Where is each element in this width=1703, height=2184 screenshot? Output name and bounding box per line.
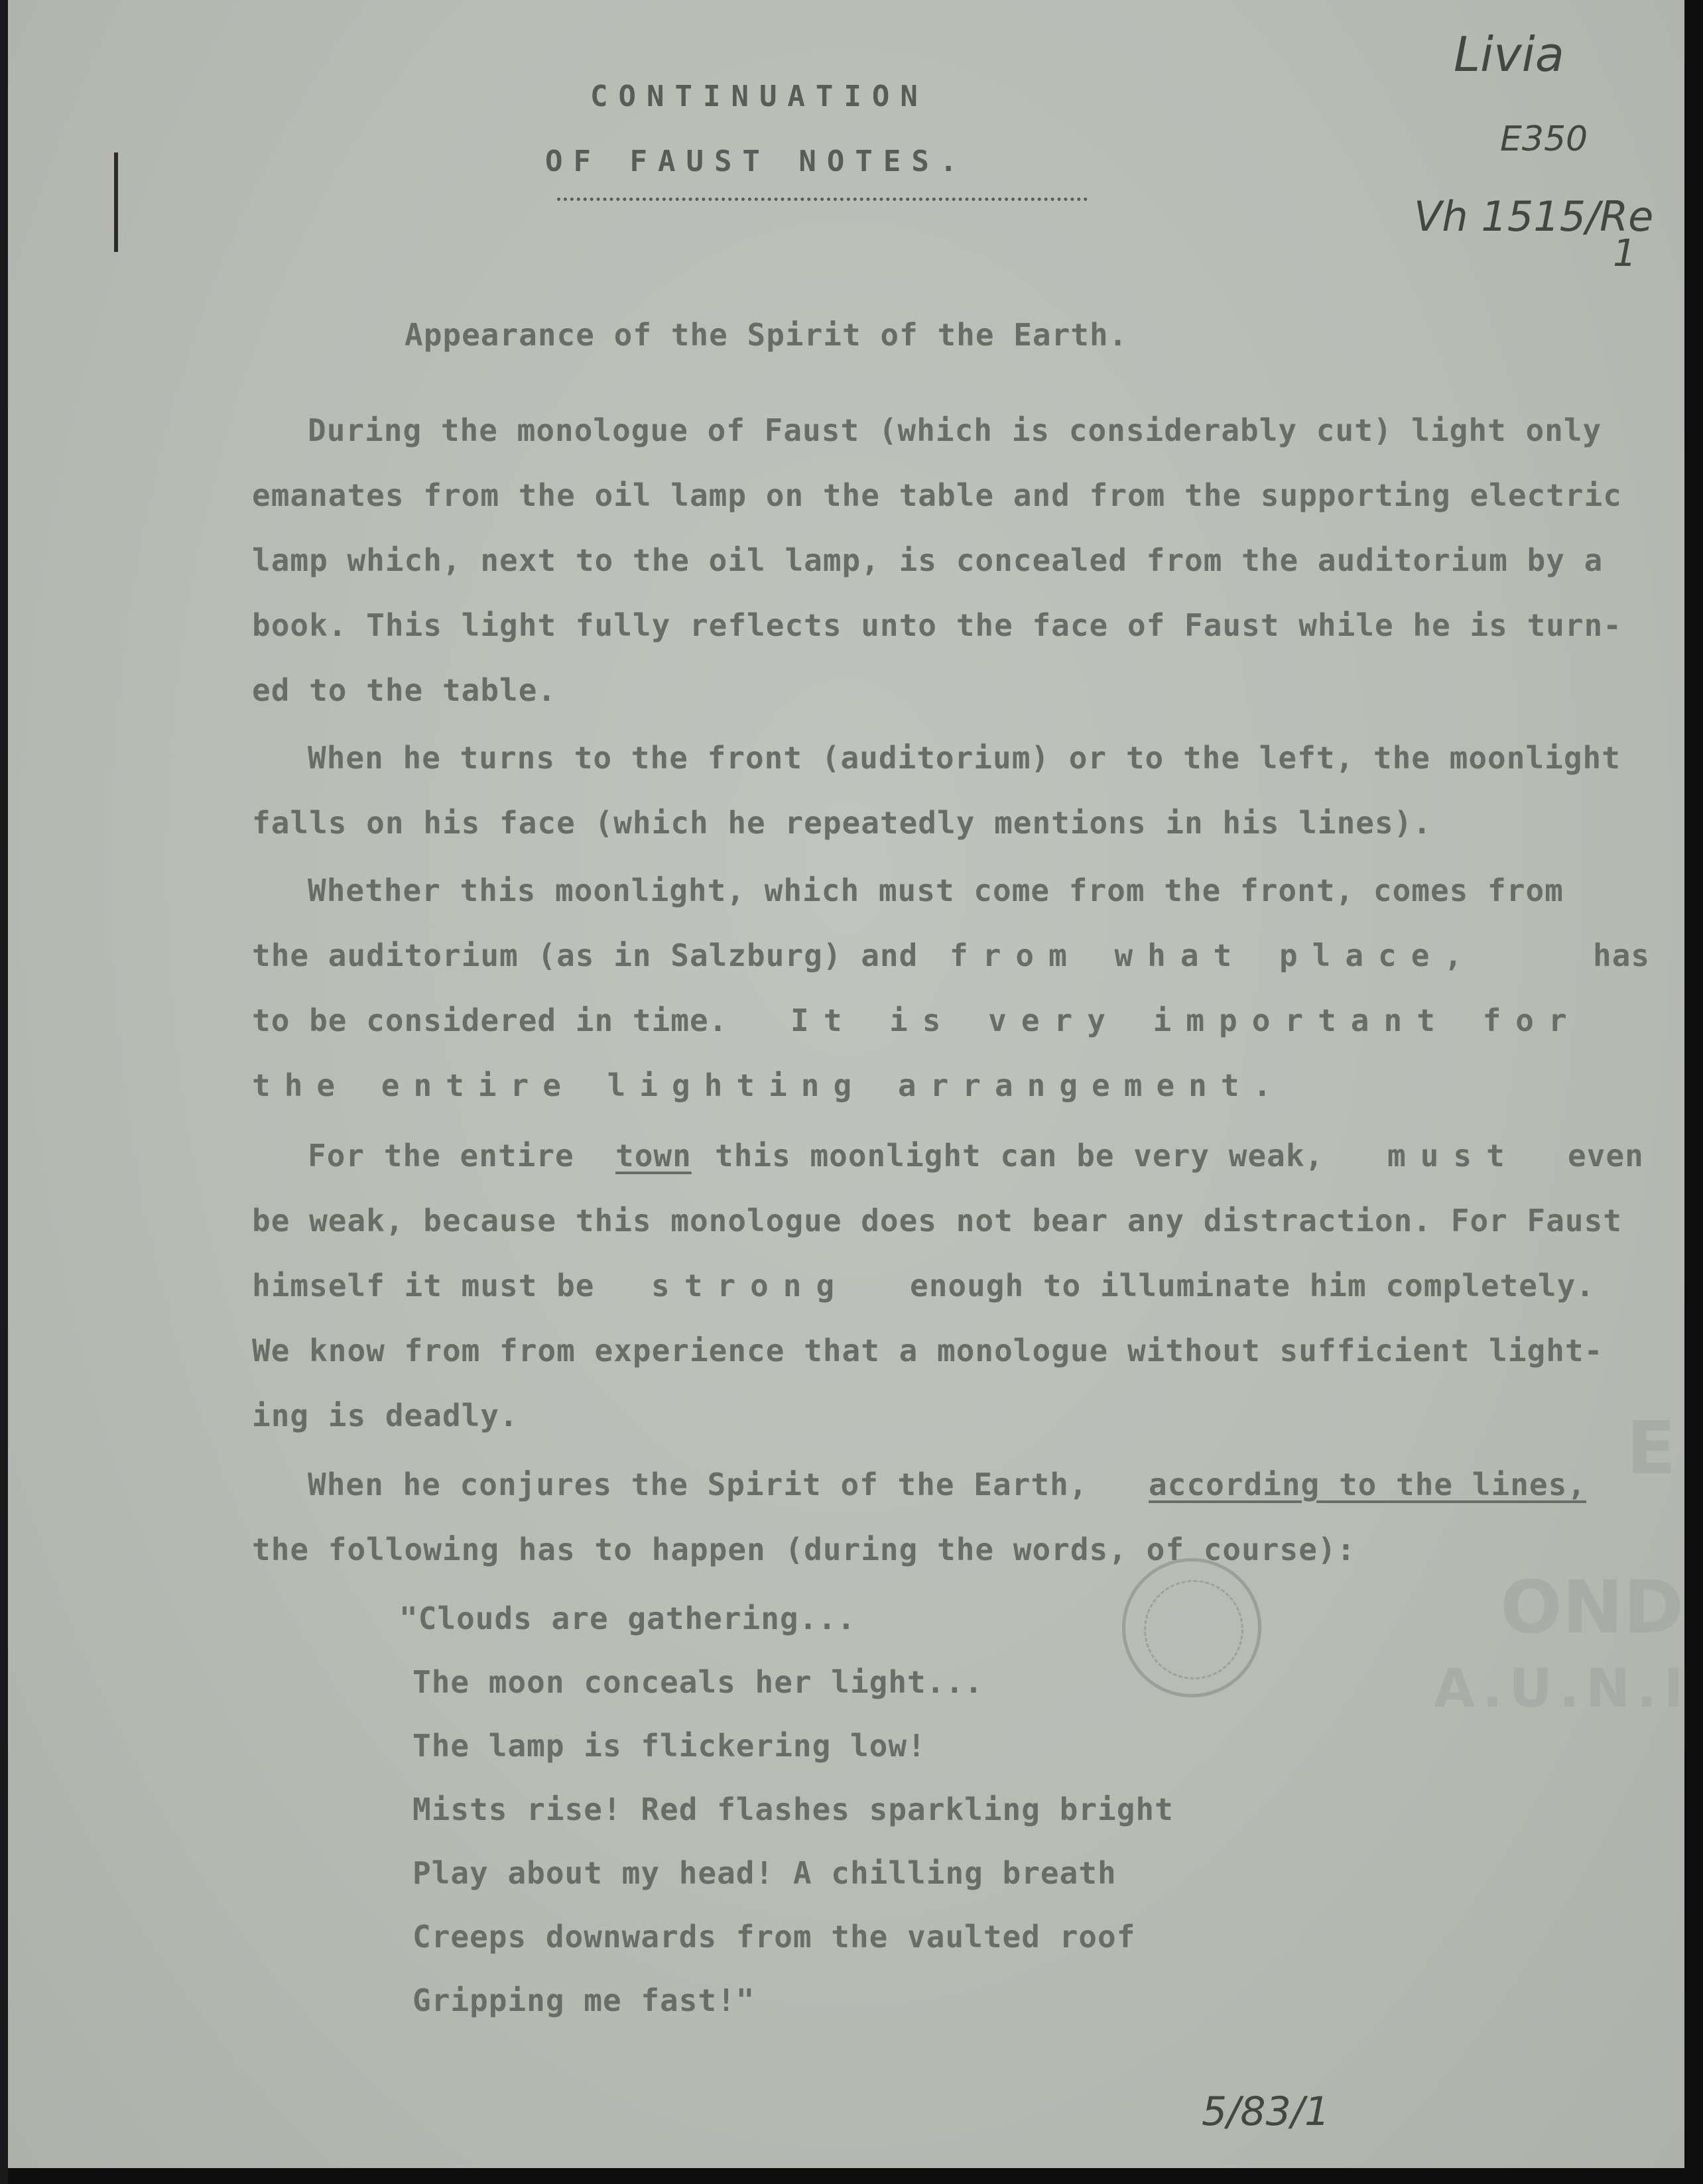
handwritten-footer-ref: 5/83/1	[1202, 2089, 1330, 2135]
paragraph3-spaced-text: from what place,	[950, 938, 1478, 973]
paragraph5-underlined-text: according to the lines,	[1149, 1467, 1586, 1502]
handwritten-archive-sub: 1	[1613, 232, 1637, 275]
paragraph4-line: We know from from experience that a monologue without sufficient light-	[252, 1333, 1604, 1368]
paragraph4-line: even	[1568, 1138, 1644, 1174]
paragraph3-line: the auditorium (as in Salzburg) and	[252, 938, 918, 973]
paragraph4-underlined-word: town	[615, 1138, 692, 1174]
bleed-through-mark: OND	[1500, 1565, 1684, 1650]
quote-line: The moon conceals her light...	[412, 1664, 983, 1700]
bleed-through-mark: E	[1626, 1406, 1676, 1490]
paragraph4-line: enough to illuminate him completely.	[910, 1268, 1595, 1304]
quote-line: Play about my head! A chilling breath	[412, 1855, 1117, 1891]
quote-line: The lamp is flickering low!	[412, 1728, 926, 1764]
paragraph4-line: be weak, because this monologue does not bear any distraction. For Faust	[252, 1203, 1622, 1239]
paragraph4-line: For the entire	[308, 1138, 574, 1174]
handwritten-archive-ref: Vh 1515/Re	[1414, 192, 1654, 241]
paragraph3-line: to be considered in time.	[252, 1002, 728, 1038]
paragraph4-spaced-text: strong	[651, 1268, 850, 1304]
paragraph1-line: lamp which, next to the oil lamp, is concealed from the auditorium by a	[252, 542, 1604, 578]
title-underline	[557, 198, 1088, 208]
page-title-line2: OF FAUST NOTES.	[545, 145, 968, 178]
bleed-through-mark: A.U.N.I	[1434, 1658, 1690, 1719]
quote-line: Creeps downwards from the vaulted roof	[412, 1919, 1136, 1955]
quote-line: Gripping me fast!"	[412, 1982, 755, 2018]
paragraph3-line: Whether this moonlight, which must come from the front, comes from	[308, 873, 1564, 908]
quote-line: Mists rise! Red flashes sparkling bright	[412, 1791, 1174, 1827]
paragraph3-line: has	[1593, 938, 1651, 973]
paragraph1-line: During the monologue of Faust (which is considerably cut) light only	[308, 412, 1602, 448]
paragraph1-line: emanates from the oil lamp on the table and from the supporting electric	[252, 477, 1622, 513]
scan-edge	[0, 0, 8, 2184]
paragraph3-spaced-text: It is very important for	[790, 1002, 1582, 1038]
paragraph4-line: this moonlight can be very weak,	[715, 1138, 1324, 1174]
paragraph1-line: ed to the table.	[252, 672, 557, 708]
quote-line: "Clouds are gathering...	[399, 1601, 856, 1636]
paragraph5-line: the following has to happen (during the words, of course):	[252, 1532, 1356, 1567]
paragraph2-line: When he turns to the front (auditorium) or to the left, the moonlight	[308, 740, 1621, 776]
handwritten-name: Livia	[1454, 27, 1564, 82]
paragraph1-line: book. This light fully reflects unto the face of Faust while he is turn-	[252, 607, 1622, 643]
archive-stamp	[1122, 1558, 1261, 1697]
paragraph4-line: ing is deadly.	[252, 1398, 519, 1433]
page-title-line1: CONTINUATION	[590, 80, 928, 113]
document-page	[8, 0, 1690, 2168]
binder-mark	[114, 152, 118, 252]
paragraph4-line: himself it must be	[252, 1268, 595, 1304]
handwritten-code: E350	[1500, 119, 1588, 159]
section-heading: Appearance of the Spirit of the Earth.	[405, 317, 1128, 353]
paragraph5-line: When he conjures the Spirit of the Earth,	[308, 1467, 1088, 1502]
paragraph2-line: falls on his face (which he repeatedly mentions in his lines).	[252, 805, 1432, 841]
archive-stamp-inner-ring	[1144, 1580, 1243, 1679]
paragraph4-spaced-text: must	[1387, 1138, 1519, 1174]
paragraph3-spaced-text: the entire lighting arrangement.	[252, 1067, 1286, 1103]
